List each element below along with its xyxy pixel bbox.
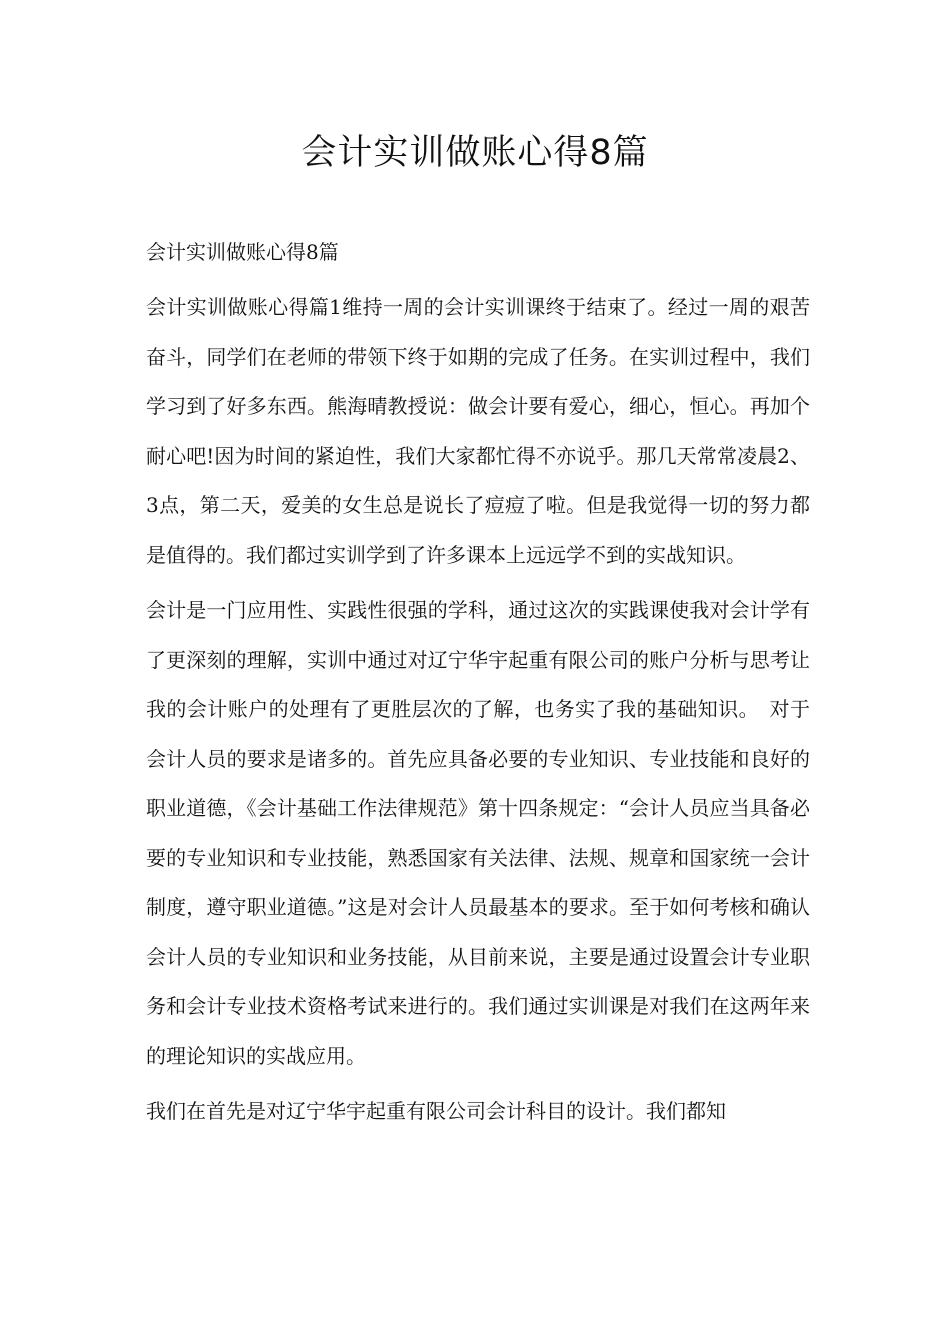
paragraph-2: 会计是一门应用性、实践性很强的学科，通过这次的实践课使我对会计学有了更深刻的理解，实训中通过对辽宁华宇起重有限公司的账户分析与思考让我的会计账户的处理有了更胜层次的了解，也务实了我的基础知识。 对于会计人员的要求是诸多的。首先应具备必要的专业知识、专业技能和良好的职业道德，《会计基础工作法律规范》第十四条规定：“会计人员应当具备必要的专业知识和专业技能，熟悉国家有关法律、法规、规章和国家统一会计制度，遵守职业道德。”这是对会计人员最基本的要求。至于如何考核和确认会计人员的专业知识和业务技能，从目前来说，主要是通过设置会计专业职务和会计专业技术资格考试来进行的。我们通过实训课是对我们在这两年来的理论知识的实战应用。 [146,598,810,1068]
paragraph-1: 会计实训做账心得篇1维持一周的会计实训课终于结束了。经过一周的艰苦奋斗，同学们在老师的带领下终于如期的完成了任务。在实训过程中，我们学习到了好多东西。熊海晴教授说：做会计要有爱心，细心，恒心。再加个耐心吧!因为时间的紧迫性，我们大家都忙得不亦说乎。那几天常常凌晨2、3点，第二天，爱美的女生总是说长了痘痘了啦。但是我觉得一切的努力都是值得的。我们都过实训学到了许多课本上远远学不到的实战知识。 [146,295,810,567]
document-body [146,233,810,1143]
document-subtitle: 会计实训做账心得8篇 [146,240,339,264]
paragraph-3: 我们在首先是对辽宁华宇起重有限公司会计科目的设计。我们都知 [146,1099,726,1123]
document-title: 会计实训做账心得8篇 [301,133,649,173]
